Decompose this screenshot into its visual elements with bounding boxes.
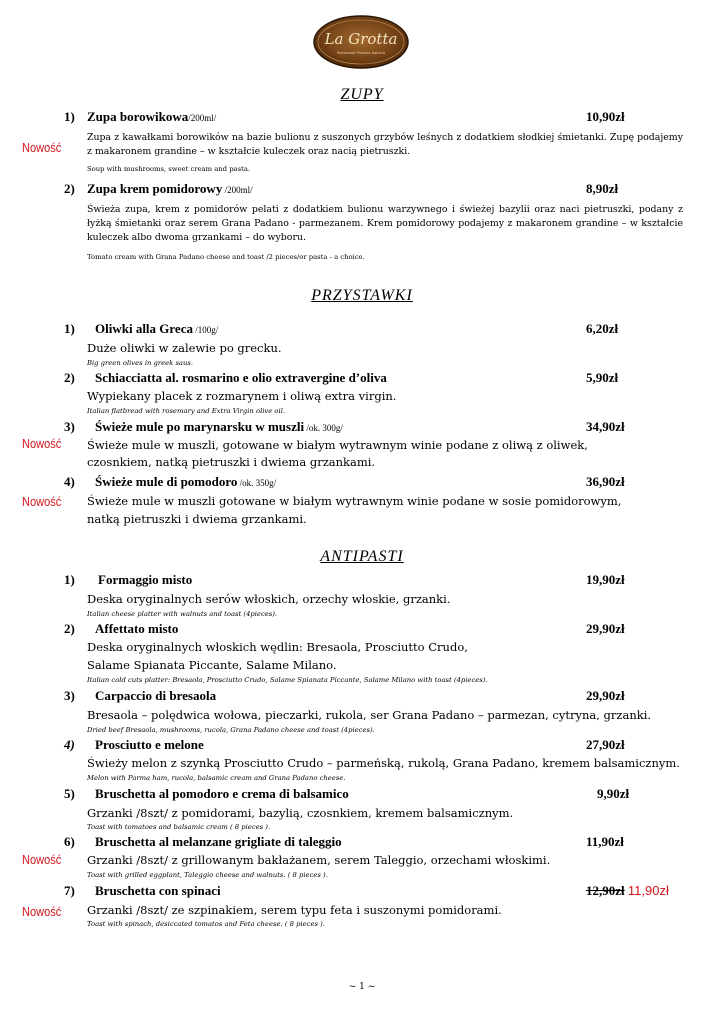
item-english-description: Italian cold cuts platter: Bresaola, Prosciutto Crudo, Salame Spianata Piccante, Salame Milano with toast (4pieces).	[87, 676, 488, 684]
svg-text:La Grotta: La Grotta	[324, 30, 398, 48]
item-name: Carpaccio di bresaola	[95, 688, 217, 703]
item-description: Świeża zupa, krem z pomidorów pelati z dodatkiem bulionu warzywnego i świeżej bazylii oraz naci pietruszki, podany z łyżką śmietanki oraz serem Grana Padano - parmezanem. Krem pomidorowy podajemy z makaronem grandine – w kształcie kuleczek albo dwoma grzankami – do wyboru.	[87, 204, 683, 243]
item-english-description: Italian flatbread with rosemary and Extra Virgin olive oil.	[87, 407, 286, 415]
item-price: 11,90zł	[586, 834, 624, 849]
svg-text:Ristorante Pizzeria Italiana: Ristorante Pizzeria Italiana	[337, 51, 385, 55]
new-badge: Nowość	[22, 904, 62, 919]
item-english-description: Toast with grilled eggplant, Taleggio cheese and walnuts. ( 8 pieces ).	[87, 871, 328, 879]
new-price: 11,90zł	[627, 883, 669, 898]
item-name: Bruschetta al melanzane grigliate di taleggio	[95, 834, 342, 849]
item-description: Grzanki /8szt/ z grillowanym bakłażanem, serem Taleggio, orzechami włoskimi.	[87, 853, 551, 867]
item-name: Affettato misto	[95, 621, 179, 636]
item-price: 9,90zł	[597, 786, 630, 801]
item-price: 29,90zł	[586, 688, 625, 703]
item-number: 1)	[64, 572, 75, 587]
item-number: 2)	[64, 621, 75, 636]
new-badge: Nowość	[22, 436, 62, 451]
item-name: Świeże mule po marynarsku w muszli /ok. 300g/	[95, 419, 343, 434]
new-badge: Nowość	[22, 494, 62, 509]
item-name: Zupa borowikowa/200ml/	[87, 109, 217, 124]
old-price: 12,90zł	[586, 883, 625, 898]
item-name: Świeże mule di pomodoro /ok. 350g/	[95, 474, 277, 489]
item-price	[586, 883, 669, 899]
item-number: 1)	[64, 321, 75, 336]
item-price: 19,90zł	[586, 572, 625, 587]
item-description: Zupa z kawałkami borowików na bazie bulionu z suszonych grzybów leśnych z dodatkiem słodkiej śmietanki. Zupę podajemy z makaronem grandine – w kształcie kuleczek oraz nacią pietruszki.	[87, 132, 683, 157]
item-description: Deska oryginalnych serów włoskich, orzechy włoskie, grzanki.	[87, 592, 451, 606]
item-english-description: Toast with spinach, desiccated tomatos and Feta cheese. ( 8 pieces ).	[87, 920, 325, 928]
item-price: 27,90zł	[586, 737, 625, 752]
item-name: Oliwki alla Greca /100g/	[95, 321, 219, 336]
section-title-przystawki: PRZYSTAWKI	[311, 287, 413, 304]
item-english-description: Toast with tomatoes and balsamic cream ( 8 pieces ).	[87, 823, 271, 831]
item-description: Świeże mule w muszli, gotowane w białym wytrawnym winie podane z oliwą z oliwek, czosnkiem, natką pietruszki i dwiema grzankami.	[87, 438, 588, 469]
item-description: Grzanki /8szt/ z pomidorami, bazylią, czosnkiem, kremem balsamicznym.	[87, 806, 514, 820]
section-title-zupy: ZUPY	[340, 86, 384, 103]
item-description: Deska oryginalnych włoskich wędlin: Bresaola, Prosciutto Crudo,	[87, 640, 468, 654]
item-english-description: Tomato cream with Grana Padano cheese and toast /2 pieces/or pasta - a choice.	[87, 253, 365, 261]
item-price: 34,90zł	[586, 419, 625, 434]
item-description: Grzanki /8szt/ ze szpinakiem, serem typu feta i suszonymi pomidorami.	[87, 903, 502, 917]
item-name: Bruschetta al pomodoro e crema di balsamico	[95, 786, 349, 801]
item-price: 29,90zł	[586, 621, 625, 636]
item-english-description: Soup with mushrooms, sweet cream and pasta.	[87, 165, 251, 173]
new-badge: Nowość	[22, 140, 62, 155]
restaurant-logo	[312, 14, 410, 70]
item-number: 3)	[64, 688, 75, 703]
item-number: 5)	[64, 786, 75, 801]
item-name: Bruschetta con spinaci	[95, 883, 221, 898]
item-description: Świeże mule w muszli gotowane w białym wytrawnym winie podane w sosie pomidorowym,	[87, 494, 622, 508]
item-number: 4)	[64, 474, 75, 489]
item-name: Zupa krem pomidorowy /200ml/	[87, 181, 253, 196]
new-badge: Nowość	[22, 852, 62, 867]
page-number: ~ 1 ~	[348, 982, 376, 992]
item-number: 2)	[64, 181, 75, 196]
item-number: 4)	[64, 737, 75, 752]
item-price: 36,90zł	[586, 474, 625, 489]
item-number: 1)	[64, 109, 75, 124]
item-number: 6)	[64, 834, 75, 849]
item-number: 3)	[64, 419, 75, 434]
item-english-description: Big green olives in greek saus.	[87, 359, 194, 367]
item-english-description: Melon with Parma ham, rucola, balsamic cream and Grana Padano cheese.	[87, 774, 346, 782]
item-description: Bresaola – polędwica wołowa, pieczarki, rukola, ser Grana Padano – parmezan, cytryna, grzanki.	[87, 708, 652, 722]
item-description: Świeży melon z szynką Prosciutto Crudo – parmeńską, rukolą, Grana Padano, kremem balsamicznym.	[87, 756, 680, 770]
item-name: Prosciutto e melone	[95, 737, 204, 752]
item-number: 7)	[64, 883, 75, 898]
item-description: Wypiekany placek z rozmarynem i oliwą extra virgin.	[87, 389, 397, 403]
item-description-line-2: natką pietruszki i dwiema grzankami.	[87, 512, 307, 526]
item-price: 5,90zł	[586, 370, 619, 385]
item-price: 10,90zł	[586, 109, 625, 124]
item-price: 8,90zł	[586, 181, 619, 196]
item-description: Duże oliwki w zalewie po grecku.	[87, 341, 282, 355]
item-name: Schiacciatta al. rosmarino e olio extravergine d’oliva	[95, 370, 387, 385]
item-name: Formaggio misto	[98, 572, 193, 587]
section-title-antipasti: ANTIPASTI	[320, 548, 404, 565]
item-english-description: Dried beef Bresaola, mushrooms, rucola, Grana Padano cheese and toast (4pieces).	[87, 726, 375, 734]
item-description-line-2: Salame Spianata Piccante, Salame Milano.	[87, 658, 337, 672]
item-price: 6,20zł	[586, 321, 619, 336]
item-number: 2)	[64, 370, 75, 385]
item-english-description: Italian cheese platter with walnuts and toast (4pieces).	[87, 610, 278, 618]
